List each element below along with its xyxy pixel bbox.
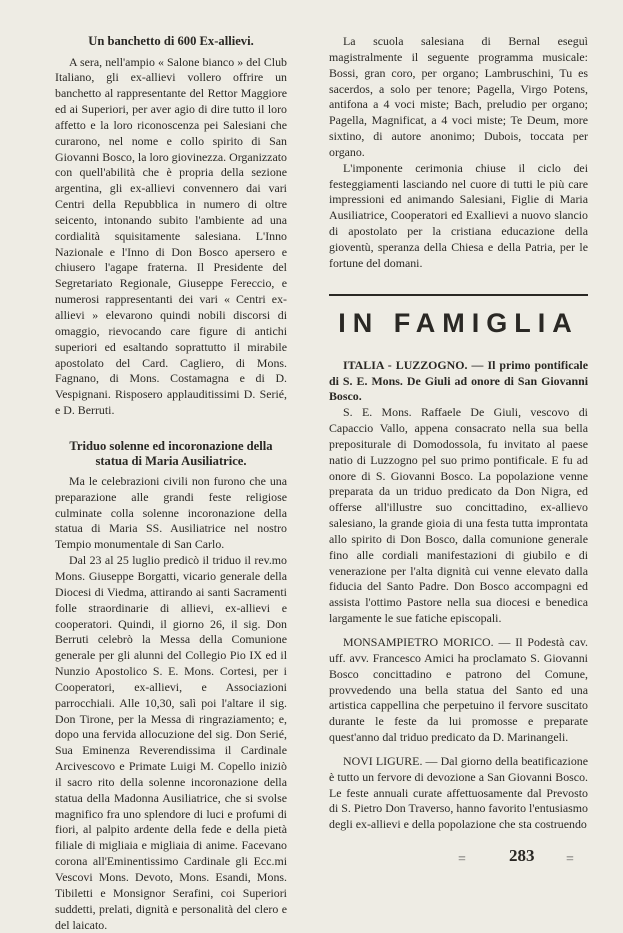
news-monsampietro: MONSAMPIETRO MORICO. — Il Podestà cav. uff. avv. Francesco Amici ha proclamato S. Giovanni Bosco concittadino e patrono del Comune, provvedendo una bella statua del Santo ed una artistica cappellina che perpetuino il fervore suscitato durante le feste da lui promosse e preparate quest'anno dal triduo predicato da D. Marinangeli. bbox=[329, 635, 588, 745]
footer-ornament-left: = bbox=[458, 852, 466, 867]
page-number: 283 bbox=[509, 846, 535, 865]
in-famiglia-heading: IN FAMIGLIA bbox=[329, 294, 588, 338]
left-column bbox=[55, 34, 287, 933]
paragraph-banchetto: A sera, nell'ampio « Salone bianco » del Club Italiano, gli ex-allievi vollero offrire un banchetto al rappresentante del Rettor Maggiore ed ai Superiori, per aver agio di dire tutto il loro affetto e la loro riconoscenza pei Salesiani che curarono, nel nome e collo spirito di San Giovanni Bosco, la loro giovinezza. Organizzato con quell'abilità che è propria della sezione argentina, gli ex-allievi convennero dai vari Centri della Repubblica in numero di oltre seicento, intonando subito l'ambiente ad una cordialità squisitamente salesiana. L'Inno Nazionale e l'Inno di Don Bosco apersero e chiusero l'agape fraterna. Il Presidente del Segretariato Regionale, Giuseppe Fereccio, e numerosi rappresentanti dei vari « Centri ex-allievi » elevarono quindi nobili discorsi di omaggio, rievocando care figure di antichi superiori ed esaltando soprattutto il mirabile apostolato del Card. Cagliero, di Mons. Fagnano, di Mons. Costamagna e di D. Vespignani. Risposero applauditissimi D. Serié, e D. Berruti. bbox=[55, 54, 287, 418]
news-luzzogno-body: S. E. Mons. Raffaele De Giuli, vescovo di Capaccio Vallo, appena consacrato nella sua bella prepositurale di Domodossola, fu invitato al paese natio di Luzzogno pel suo primo pontificale. E fu ad onore di S. Giovanni Bosco. La popolazione venne preparata da un triduo predicato da Don Nigra, ed offerse all'illustre suo concittadino, ex-allievo salesiano, la grande gioia di una festa tutta improntata allo spirito di Don Bosco, dalla comunione generale fino alle cordiali manifestazioni di giubilo e di venerazione per l'alta dignità cui venne elevato dalla fiducia del Santo Padre. Don Bosco accompagni ed assista l'ottimo Pastore nella sua diocesi e benedica largamente le sue fatiche episcopali. bbox=[329, 405, 588, 626]
right-column bbox=[329, 34, 588, 833]
section-title-banchetto: Un banchetto di 600 Ex-allievi. bbox=[88, 34, 254, 48]
section-title-triduo-line1: Triduo solenne ed incoronazione della bbox=[69, 438, 273, 453]
paragraph-triduo-1: Ma le celebrazioni civili non furono che una preparazione alle grandi feste religiose culminate colla solenne incoronazione della statua di Maria SS. Ausiliatrice nel nostro Tempio monumentale di San Carlo. bbox=[55, 473, 287, 552]
paragraph-triduo-2: Dal 23 al 25 luglio predicò il triduo il rev.mo Mons. Giuseppe Borgatti, vicario generale della Diocesi di Viedma, attirando ai santi Sacramenti folle straordinarie di allievi, ex-allievi e cooperatori. Quindi, il giorno 26, il sig. Don Berruti celebrò la Messa della Comunione generale per gli alunni del Collegio Pio IX ed il Nunzio Apostolico S. E. Mons. Cortesi, per i Cooperatori, ex-allievi, e Associazioni parrocchiali. Alle 10,30, salì poi l'altare il sig. Don Tirone, per la Messa di ringraziamento; e, dopo una fervida allocuzione del sig. Don Serié, Sua Eminenza Reverendissima il Cardinale Arcivescovo e Primate Luigi M. Copello iniziò il sacro rito della solenne incoronazione della statua della Madonna Ausiliatrice, che si svolse magnifico fra uno splendore di luci e profumi di fiori, al palpito ardente della fede e della pietà filiale di migliaia e migliaia di anime. Facevano corona all'Eminentissimo Cardinale gli Ecc.mi Vescovi Mons. Devoto, Mons. Esandi, Mons. Tibiletti e Monsignor Serafini, coi Superiori suddetti, prelati, dignità e personalità del clero e del laicato. bbox=[55, 553, 287, 932]
paragraph-ceremony-close: L'imponente cerimonia chiuse il ciclo dei festeggiamenti lasciando nel cuore di tutti le più care impressioni ed animando Salesiani, Figlie di Maria Ausiliatrice, Cooperatori ed Exallievi a nuovo slancio di apostolato per la cristiana educazione della gioventù, speranza della Chiesa e della Patria, per le fortune del domani. bbox=[329, 160, 588, 270]
footer-ornament-right: = bbox=[566, 852, 574, 867]
section-title-triduo-line2: statua di Maria Ausiliatrice. bbox=[95, 454, 247, 469]
news-luzzogno-heading: ITALIA - LUZZOGNO. — Il primo pontificale di S. E. Mons. De Giuli ad onore di San Giovanni Bosco. bbox=[329, 357, 588, 404]
section-title-triduo bbox=[55, 439, 287, 470]
paragraph-music-program: La scuola salesiana di Bernal eseguì magistralmente il seguente programma musicale: Bossi, gran coro, per organo; Lambruschini, Tu es sacerdos, a solo per tenore; Pagella, Virgo Potens, antifona a 4 voci miste; Bach, preludio per organo; Pagella, Magnificat, a 4 voci miste; Te Deum, more sixtino, di autore anonimo; Dubois, toccata per organo. bbox=[329, 34, 588, 159]
news-novi-ligure: NOVI LIGURE. — Dal giorno della beatificazione è tutto un fervore di devozione a San Giovanni Bosco. Le feste annuali curate affettuosamente dal Prevosto di S. Pietro Don Traverso, hanno favorito l'entusiasmo degli ex-allievi e della popolazione che sta costruendo bbox=[329, 753, 588, 832]
